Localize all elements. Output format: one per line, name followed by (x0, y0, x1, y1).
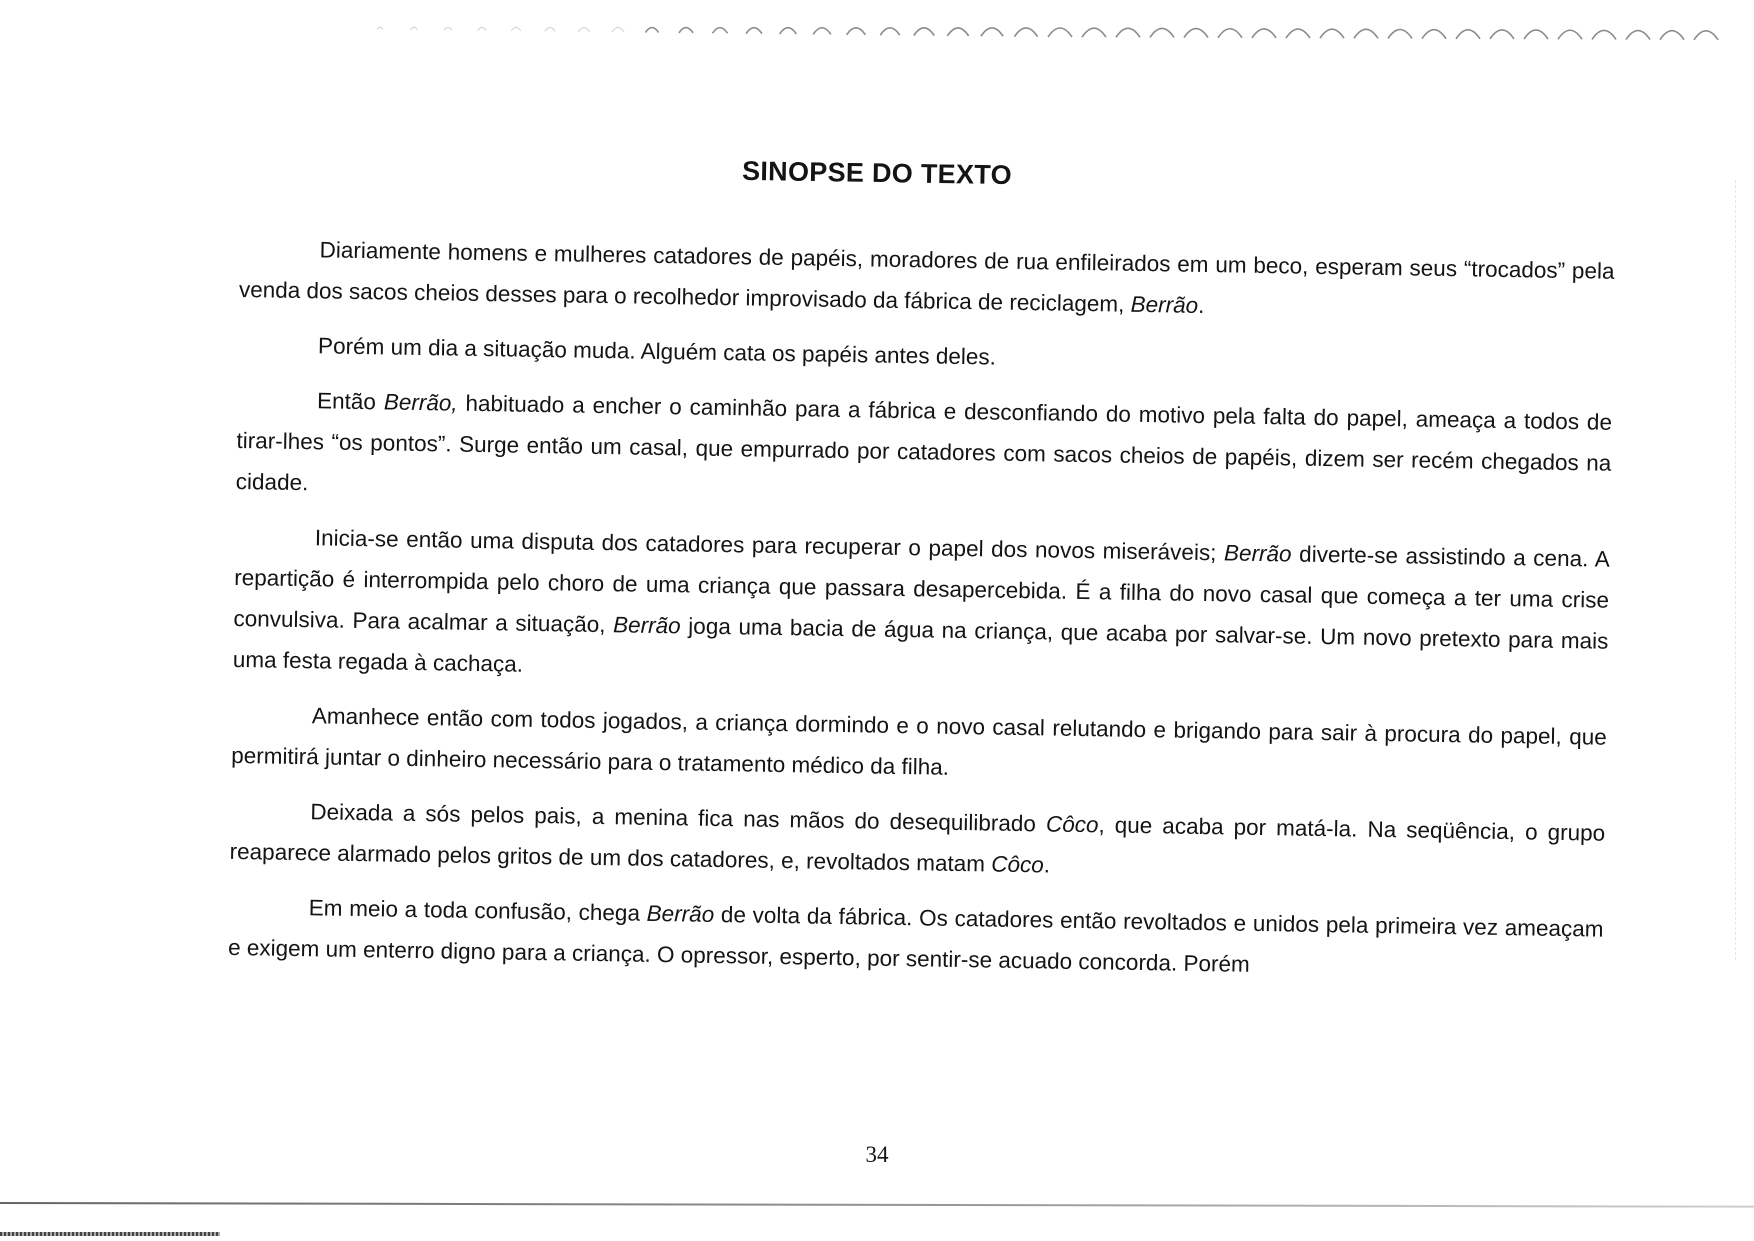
binding-loop (1558, 30, 1582, 39)
binding-loop (1082, 28, 1106, 37)
binding-loop (545, 27, 556, 31)
binding-loop (1388, 30, 1412, 39)
binding-loop (1286, 29, 1310, 38)
paragraph-text: Porém um dia a situação muda. Alguém cata os papéis antes deles. (317, 333, 997, 370)
binding-loop (746, 28, 762, 34)
paragraph-text: Em meio a toda confusão, chega (308, 895, 647, 926)
binding-loop (1184, 29, 1208, 38)
binding-loop (847, 28, 866, 35)
binding-loop (1490, 30, 1514, 39)
character-name: Côco (1045, 811, 1099, 838)
binding-loop (1014, 28, 1037, 37)
paragraph-text: habituado a encher o caminhão para a fábrica e desconfiando do motivo pela falta do papel, ameaça a todos de tirar-lhes “os pontos”. Surge então um casal, que empurrado por catadores com sacos cheios de papéis, dizem ser recém chegados na cidade. (235, 390, 1613, 496)
paragraph-text: Amanhece então com todos jogados, a criança dormindo e o novo casal relutando e brigando para sair à procura do papel, que permitirá juntar o dinheiro necessário para o tratamento médico da filha. (231, 703, 1607, 780)
paragraph-text: Deixada a sós pelos pais, a menina fica nas mãos do desequilibrado (310, 799, 1047, 837)
binding-loop (1150, 28, 1174, 37)
character-name: Berrão, (383, 389, 458, 416)
binding-loop (1252, 29, 1276, 38)
binding-loop (1218, 29, 1242, 38)
synopsis-paragraph (239, 228, 1615, 333)
paragraph-text: . (1043, 852, 1051, 878)
binding-loop (914, 28, 934, 36)
character-name: Berrão (612, 612, 681, 639)
binding-loop (612, 28, 624, 33)
binding-loop (1592, 30, 1616, 39)
paragraph-text: diverte-se assistindo a cena. A repartição é interrompida pelo choro de uma criança que passara desapercebida. É a filha do novo casal que começa a ter uma crise convulsiva. Para acalmar a situação, (233, 541, 1610, 638)
binding-loop (578, 27, 589, 31)
binding-loop (780, 28, 797, 34)
binding-loop (1320, 29, 1344, 38)
binding-loop (1456, 30, 1480, 39)
binding-loop (1422, 30, 1446, 39)
synopsis-body (227, 228, 1614, 1005)
scan-artifact-strip (0, 1232, 220, 1236)
binding-loop (947, 28, 968, 36)
binding-loop (478, 27, 487, 30)
binding-loop (1524, 30, 1548, 39)
binding-loop (511, 27, 521, 31)
binding-loop (411, 27, 418, 30)
character-name: Côco (991, 851, 1044, 878)
paragraph-text: Então (316, 388, 385, 415)
binding-loop (1354, 29, 1378, 38)
synopsis-paragraph (231, 694, 1607, 799)
paragraph-text: . (1197, 292, 1205, 318)
synopsis-paragraph (229, 790, 1605, 895)
scan-bottom-edge (0, 1202, 1754, 1208)
page-title: SINOPSE DO TEXTO (741, 155, 1013, 191)
binding-loop (1660, 31, 1684, 40)
paragraph-text: , que acaba por matá-la. Na seqüência, o grupo reaparece alarmado pelos gritos de um dos catadores, e, revoltados matam (229, 812, 1606, 877)
synopsis-paragraph (228, 886, 1604, 991)
binding-loop (713, 28, 728, 34)
paragraph-text: Diariamente homens e mulheres catadores de papéis, moradores de rua enfileirados em um beco, esperam seus “trocados” pela venda dos sacos cheios desses para o recolhedor improvisado da fábrica de reciclagem, (238, 237, 1615, 317)
binding-loop (377, 27, 383, 29)
character-name: Berrão (1223, 540, 1292, 567)
binding-loop (1626, 31, 1650, 40)
spiral-binding-edge (360, 10, 1734, 46)
binding-loop (1694, 31, 1718, 40)
binding-loop (1116, 28, 1140, 37)
synopsis-paragraph (238, 324, 1613, 388)
binding-loop (1048, 28, 1072, 37)
paragraph-text: joga uma bacia de água na criança, que acaba por salvar-se. Um novo pretexto para mais uma festa regada à cachaça. (232, 613, 1609, 677)
scan-margin-marks (1735, 180, 1746, 960)
binding-loop (880, 28, 900, 35)
paragraph-text: de volta da fábrica. Os catadores então revoltados e unidos pela primeira vez ameaçam e exigem um enterro digno para a criança. O opressor, esperto, por sentir-se acuado concorda. Porém (227, 901, 1604, 977)
binding-loop (679, 28, 693, 33)
page-number: 34 (865, 1142, 889, 1167)
character-name: Berrão (646, 900, 715, 927)
character-name: Berrão (1130, 291, 1199, 318)
synopsis-paragraph (233, 516, 1611, 703)
paragraph-text: Inicia-se então uma disputa dos catadores para recuperar o papel dos novos miseráveis; (314, 525, 1225, 566)
binding-loop (444, 27, 452, 30)
binding-loop (813, 28, 831, 35)
binding-loop (981, 28, 1003, 36)
synopsis-paragraph (235, 379, 1612, 525)
binding-loop (645, 28, 658, 33)
